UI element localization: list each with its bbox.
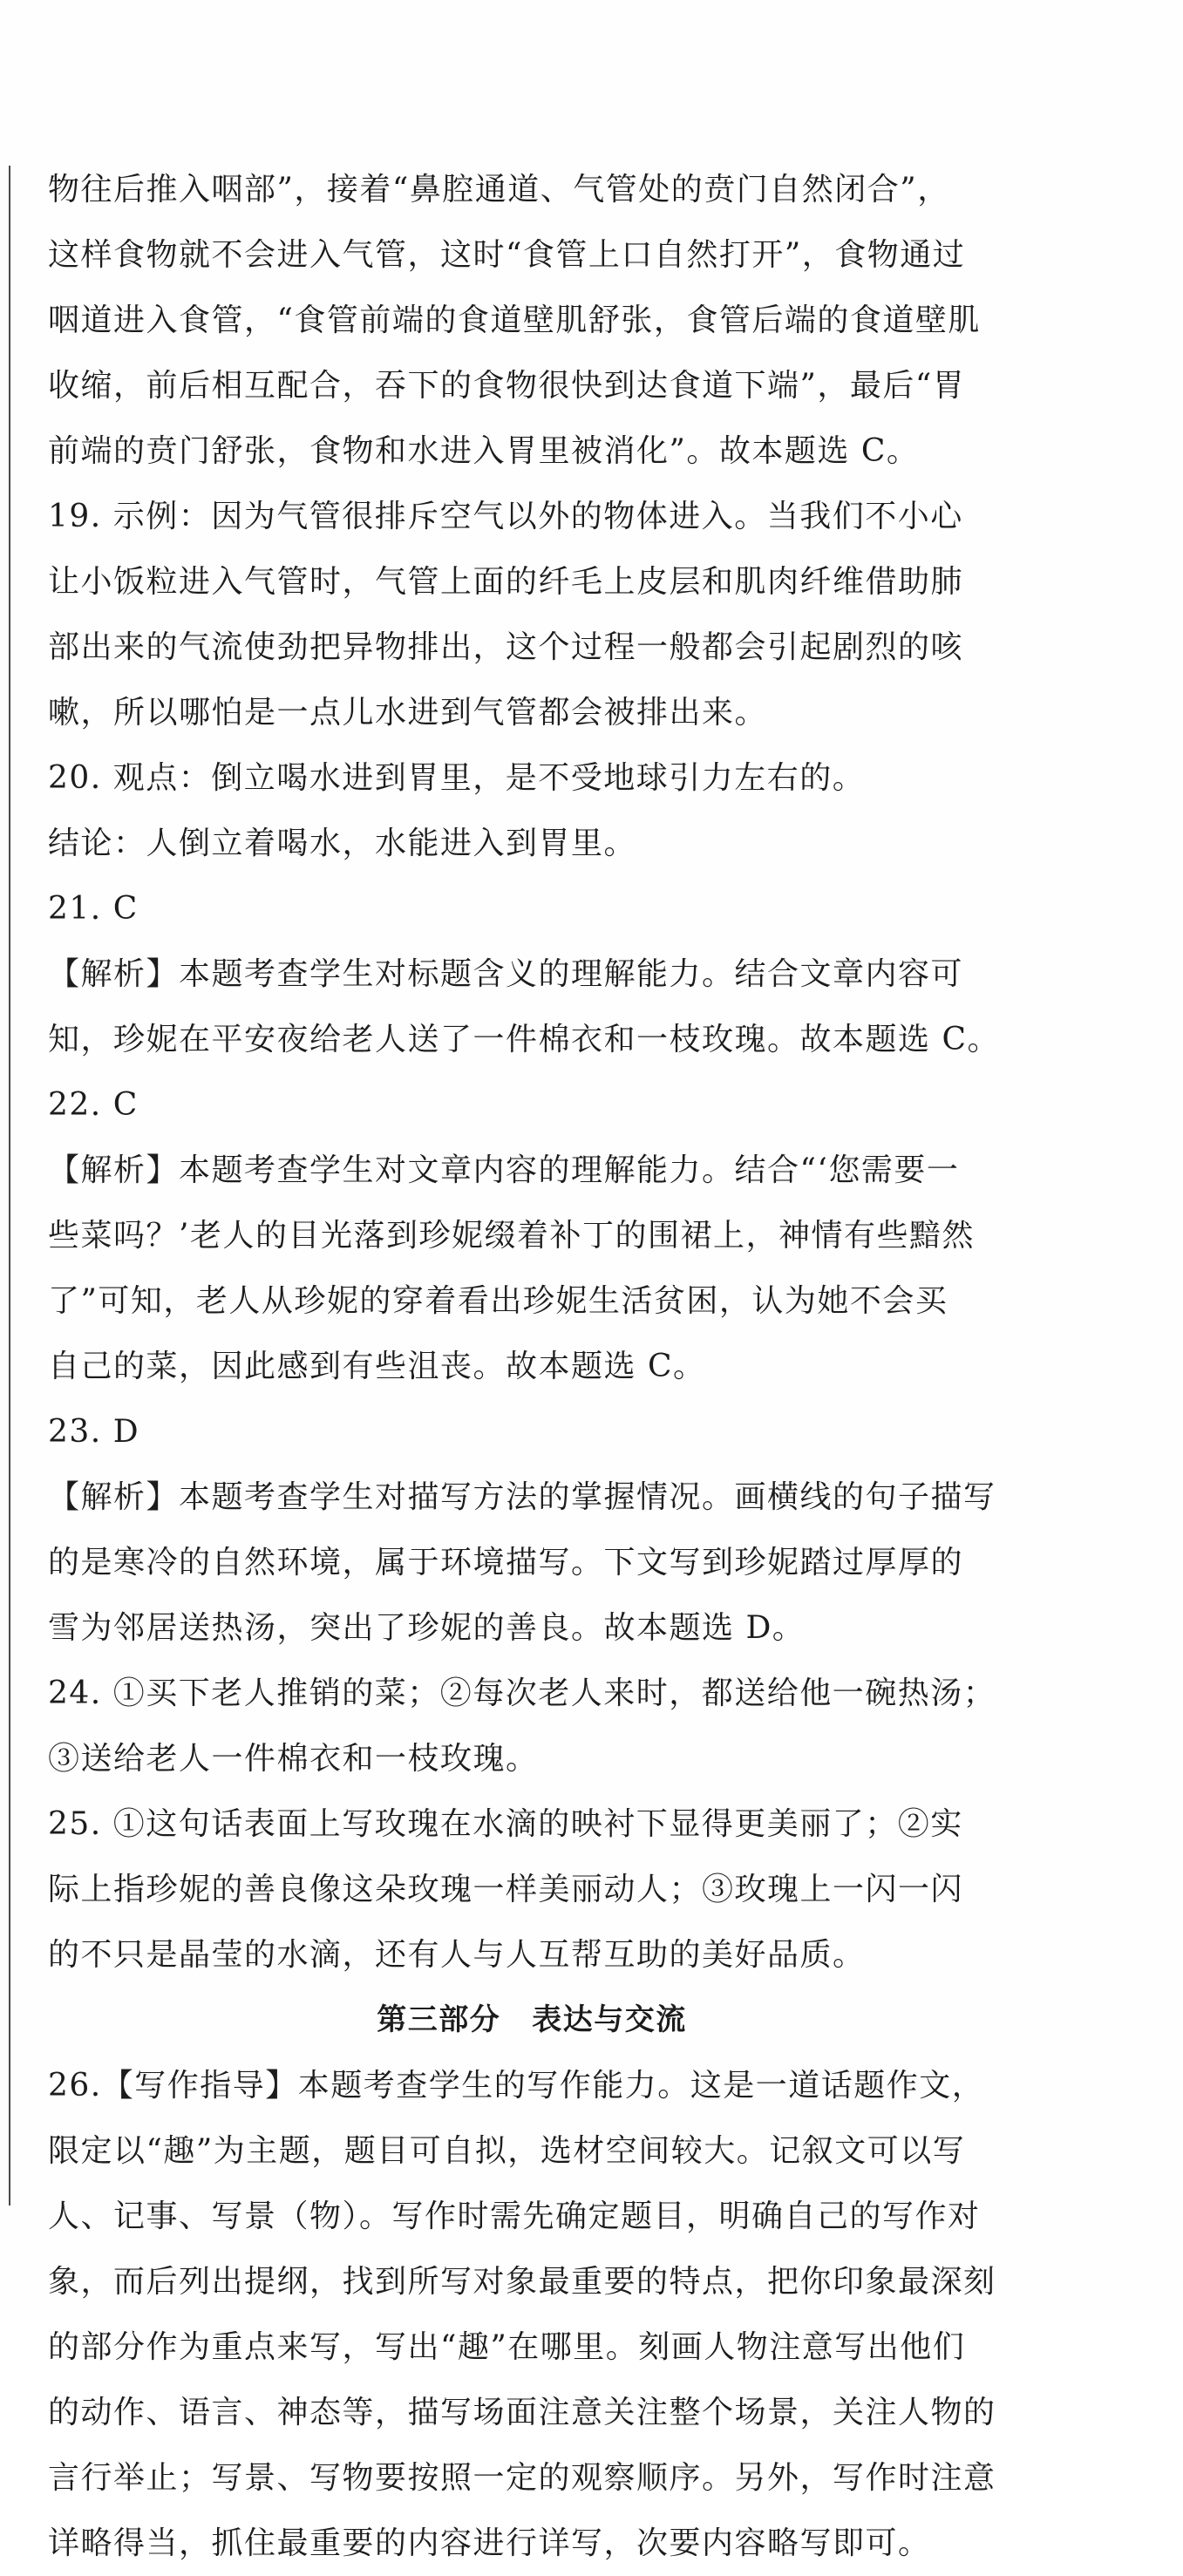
section-title: 表达与交流 xyxy=(532,2002,687,2037)
text-line: 详略得当，抓住最重要的内容进行详写，次要内容略写即可。 xyxy=(48,2525,931,2561)
text-line: 了”可知，老人从珍妮的穿着看出珍妮生活贫困，认为她不会买 xyxy=(48,1283,948,1319)
answer-19-line: 19. 示例：因为气管很排斥空气以外的物体进入。当我们不小心 xyxy=(48,499,963,534)
answer-25-line: 25. ①这句话表面上写玫瑰在水滴的映衬下显得更美丽了；②实 xyxy=(48,1806,963,1842)
text-line: 结论：人倒立着喝水，水能进入到胃里。 xyxy=(48,826,637,861)
text-line: 收缩，前后相互配合，吞下的食物很快到达食道下端”，最后“胃 xyxy=(48,368,966,404)
text-line: 的动作、语言、神态等，描写场面注意关注整个场景，关注人物的 xyxy=(48,2395,996,2430)
answer-text-body xyxy=(48,157,1016,2576)
text-line: 前端的贲门舒张，食物和水进入胃里被消化”。故本题选 C。 xyxy=(48,433,920,469)
text-line: 这样食物就不会进入气管，这时“食管上口自然打开”，食物通过 xyxy=(48,237,966,273)
text-line: 物往后推入咽部”，接着“鼻腔通道、气管处的贲门自然闭合”， xyxy=(48,172,950,207)
left-margin-rule xyxy=(9,166,10,2206)
analysis-23-line: 【解析】本题考查学生对描写方法的掌握情况。画横线的句子描写 xyxy=(48,1479,996,1515)
analysis-22-line: 【解析】本题考查学生对文章内容的理解能力。结合“‘您需要一 xyxy=(48,1152,960,1188)
answer-26-line: 26.【写作指导】本题考查学生的写作能力。这是一道话题作文， xyxy=(48,2068,985,2104)
answer-23-line: 23. D xyxy=(48,1414,140,1450)
text-line: 自己的菜，因此感到有些沮丧。故本题选 C。 xyxy=(48,1349,706,1384)
answer-24-line: 24. ①买下老人推销的菜；②每次老人来时，都送给他一碗热汤； xyxy=(48,1675,996,1711)
text-line: 咽道进入食管，“食管前端的食道壁肌舒张，食管后端的食道壁肌 xyxy=(48,302,981,338)
analysis-21-line: 【解析】本题考查学生对标题含义的理解能力。结合文章内容可 xyxy=(48,956,964,992)
text-line: 人、记事、写景（物）。写作时需先确定题目，明确自己的写作对 xyxy=(48,2199,981,2234)
section-heading xyxy=(48,1988,1016,2053)
text-line: 的部分作为重点来写，写出“趣”在哪里。刻画人物注意写出他们 xyxy=(48,2329,966,2365)
text-line: 让小饭粒进入气管时，气管上面的纤毛上皮层和肌肉纤维借助肺 xyxy=(48,564,964,600)
text-line: 的是寒冷的自然环境，属于环境描写。下文写到珍妮踏过厚厚的 xyxy=(48,1545,964,1580)
text-line: 的不只是晶莹的水滴，还有人与人互帮互助的美好品质。 xyxy=(48,1937,866,1973)
text-line: 言行举止；写景、写物要按照一定的观察顺序。另外，写作时注意 xyxy=(48,2460,996,2496)
text-line: 嗽，所以哪怕是一点儿水进到气管都会被排出来。 xyxy=(48,695,768,731)
text-line: 限定以“趣”为主题，题目可自拟，选材空间较大。记叙文可以写 xyxy=(48,2133,966,2169)
answer-22-line: 22. C xyxy=(48,1087,139,1123)
text-line: 些菜吗？’老人的目光落到珍妮缀着补丁的围裙上，神情有些黯然 xyxy=(48,1218,975,1254)
text-line: 部出来的气流使劲把异物排出，这个过程一般都会引起剧烈的咳 xyxy=(48,629,964,665)
text-line: 际上指珍妮的善良像这朵玫瑰一样美丽动人；③玫瑰上一闪一闪 xyxy=(48,1872,964,1907)
text-line: 象，而后列出提纲，找到所写对象最重要的特点，把你印象最深刻 xyxy=(48,2264,996,2300)
answer-21-line: 21. C xyxy=(48,891,139,927)
text-line: ③送给老人一件棉衣和一枝玫瑰。 xyxy=(48,1741,539,1777)
answer-20-line: 20. 观点：倒立喝水进到胃里，是不受地球引力左右的。 xyxy=(48,760,866,796)
section-part-label: 第三部分 xyxy=(377,2002,501,2037)
text-line: 雪为邻居送热汤，突出了珍妮的善良。故本题选 D。 xyxy=(48,1610,806,1646)
text-line: 知，珍妮在平安夜给老人送了一件棉衣和一枝玫瑰。故本题选 C。 xyxy=(48,1022,1000,1057)
